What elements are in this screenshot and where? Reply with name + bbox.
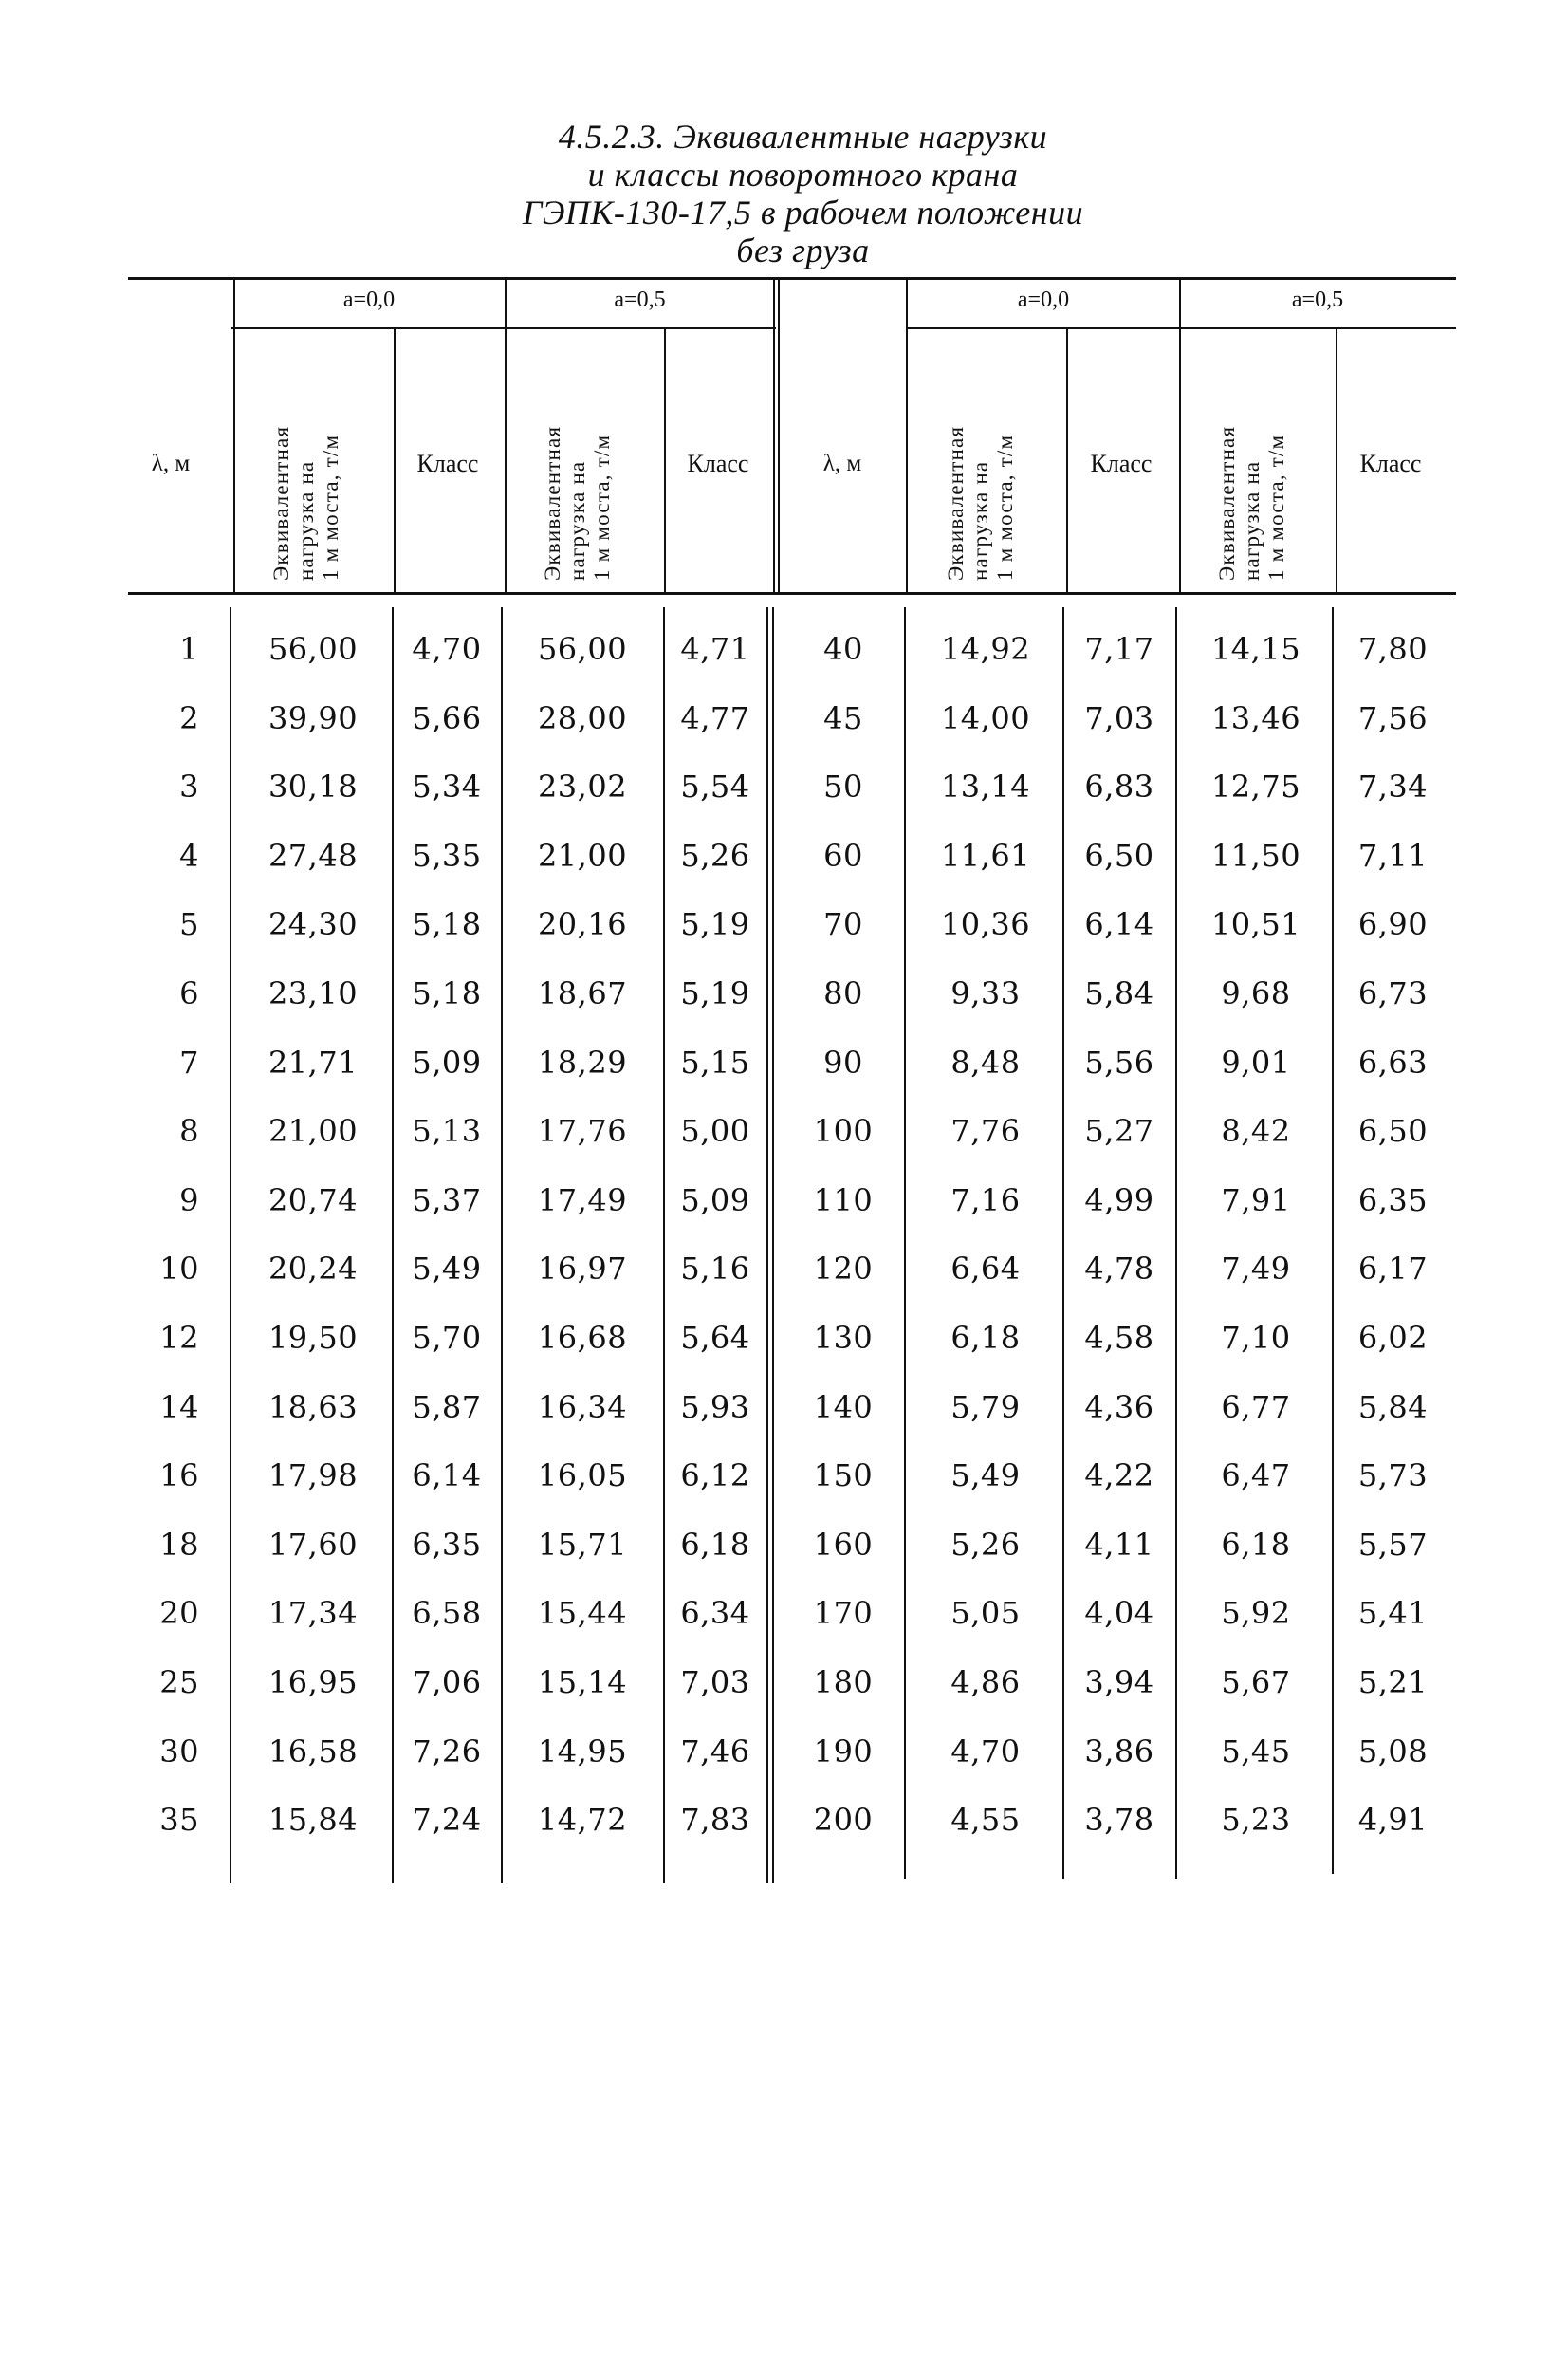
col-divider [906,279,908,592]
cell-load-a0-left: 17,34 [267,1595,359,1632]
cell-lambda-right: 70 [823,906,863,943]
cell-load-a0-left: 21,00 [267,1113,359,1150]
cell-class-a05-right: 6,17 [1357,1251,1429,1288]
table-row [0,1181,1568,1219]
cell-class-a0-right: 4,11 [1084,1526,1154,1563]
cell-load-a0-right: 14,00 [940,699,1031,736]
cell-load-a05-right: 13,46 [1210,699,1301,736]
cell-load-a0-right: 5,26 [950,1526,1021,1563]
header-load-line: Эквивалентная [944,425,968,581]
cell-load-a0-left: 17,60 [267,1526,359,1563]
cell-load-a05-right: 7,10 [1221,1320,1291,1356]
cell-load-a0-right: 5,79 [950,1388,1021,1425]
cell-lambda-left: 18 [159,1526,199,1563]
cell-class-a0-left: 5,70 [412,1320,482,1356]
cell-class-a05-left: 7,46 [680,1733,750,1770]
cell-class-a0-right: 4,04 [1084,1595,1154,1632]
cell-lambda-right: 150 [813,1457,874,1494]
cell-class-a05-left: 7,83 [680,1802,750,1839]
cell-load-a0-left: 30,18 [267,769,359,806]
header-load-line: нагрузка на [968,460,992,581]
cell-class-a05-right: 6,63 [1357,1044,1429,1081]
cell-class-a05-left: 6,12 [680,1457,750,1494]
header-load-line: 1 м моста, т/м [1264,434,1288,581]
header-a-label: a=0,5 [614,287,666,312]
cell-class-a0-right: 4,58 [1084,1320,1154,1356]
cell-class-a0-left: 4,70 [412,631,482,667]
header-load-line: 1 м моста, т/м [590,434,614,581]
cell-lambda-right: 170 [813,1595,874,1632]
cell-class-a0-left: 7,26 [412,1733,482,1770]
cell-lambda-left: 14 [159,1388,199,1425]
table-row [0,1112,1568,1150]
cell-lambda-right: 110 [813,1181,874,1218]
header-load-line: Эквивалентная [269,425,293,581]
table-row [0,1388,1568,1426]
cell-lambda-left: 3 [179,769,199,806]
header-bottom-rule [128,592,1456,595]
cell-class-a05-left: 4,77 [680,699,750,736]
table-row [0,1594,1568,1632]
cell-class-a0-left: 5,18 [412,906,482,943]
header-lambda-right: λ, м [822,451,862,476]
cell-load-a05-right: 9,01 [1221,1044,1291,1081]
cell-load-a05-left: 16,97 [537,1251,628,1288]
cell-class-a05-left: 7,03 [680,1664,750,1700]
cell-load-a05-right: 7,91 [1221,1181,1291,1218]
cell-class-a0-left: 7,24 [412,1802,482,1839]
col-divider [233,279,235,592]
cell-load-a0-left: 16,58 [267,1733,359,1770]
cell-lambda-left: 10 [159,1251,199,1288]
header-a05-right [1179,287,1456,313]
cell-load-a05-left: 28,00 [537,699,628,736]
cell-load-a0-left: 24,30 [267,906,359,943]
top-rule [128,277,1456,280]
cell-lambda-right: 200 [813,1802,874,1839]
cell-load-a0-right: 5,49 [950,1457,1021,1494]
cell-load-a05-left: 56,00 [537,631,628,667]
cell-load-a05-left: 18,29 [537,1044,628,1081]
cell-class-a0-left: 5,13 [412,1113,482,1150]
cell-load-a05-left: 21,00 [537,837,628,874]
cell-lambda-left: 2 [179,699,199,736]
cell-load-a0-left: 16,95 [267,1664,359,1700]
cell-load-a05-left: 15,44 [537,1595,628,1632]
header-load [1215,334,1462,581]
cell-lambda-left: 1 [179,631,199,667]
cell-load-a05-right: 5,45 [1221,1733,1291,1770]
table-row [0,1456,1568,1494]
cell-class-a0-right: 4,22 [1084,1457,1154,1494]
cell-class-a0-right: 7,17 [1084,631,1154,667]
header-a-label: a=0,0 [1017,287,1070,312]
cell-load-a0-left: 20,24 [267,1251,359,1288]
cell-lambda-right: 140 [813,1388,874,1425]
cell-load-a0-left: 19,50 [267,1320,359,1356]
cell-lambda-left: 12 [159,1320,199,1356]
cell-load-a05-right: 7,49 [1221,1251,1291,1288]
cell-class-a05-right: 5,57 [1357,1526,1429,1563]
cell-load-a0-right: 8,48 [950,1044,1021,1081]
cell-class-a05-left: 5,16 [680,1251,750,1288]
title-line: ГЭПК-130-17,5 в рабочем положении [522,194,1084,232]
cell-load-a0-right: 6,64 [950,1251,1021,1288]
cell-class-a0-right: 6,83 [1084,769,1154,806]
cell-class-a05-right: 7,11 [1357,837,1429,874]
header-load-line: 1 м моста, т/м [319,434,342,581]
cell-class-a0-right: 5,27 [1084,1113,1154,1150]
cell-lambda-right: 120 [813,1251,874,1288]
table-row [0,1801,1568,1839]
cell-load-a05-right: 11,50 [1210,837,1301,874]
cell-load-a05-left: 15,14 [537,1664,628,1700]
header-load-line: Эквивалентная [1215,425,1239,581]
cell-class-a05-left: 5,09 [680,1181,750,1218]
header-class: Класс [687,450,749,477]
cell-load-a05-left: 15,71 [537,1526,628,1563]
cell-class-a0-left: 7,06 [412,1664,482,1700]
header-a-label: a=0,0 [342,287,396,312]
cell-lambda-right: 160 [813,1526,874,1563]
cell-load-a05-right: 5,92 [1221,1595,1291,1632]
header-load-line: 1 м моста, т/м [993,434,1017,581]
cell-class-a0-left: 6,35 [412,1526,482,1563]
cell-class-a05-left: 5,26 [680,837,750,874]
cell-load-a05-left: 17,76 [537,1113,628,1150]
cell-lambda-right: 190 [813,1733,874,1770]
cell-load-a05-left: 20,16 [537,906,628,943]
table-row [0,1044,1568,1082]
cell-lambda-left: 8 [179,1113,199,1150]
cell-class-a05-left: 5,54 [680,769,750,806]
cell-class-a05-left: 6,34 [680,1595,750,1632]
cell-class-a05-right: 5,08 [1357,1733,1429,1770]
cell-load-a0-right: 14,92 [940,631,1031,667]
cell-load-a0-right: 9,33 [950,975,1021,1011]
table-row [0,1319,1568,1357]
table-row [0,630,1568,668]
cell-load-a05-left: 16,05 [537,1457,628,1494]
cell-class-a0-right: 5,84 [1084,975,1154,1011]
header-lambda-left: λ, м [151,451,191,476]
header-load-line: нагрузка на [294,460,318,581]
cell-load-a05-left: 16,34 [537,1388,628,1425]
cell-class-a05-left: 5,64 [680,1320,750,1356]
cell-lambda-right: 45 [823,699,863,736]
cell-class-a0-left: 5,37 [412,1181,482,1218]
table-row [0,699,1568,737]
cell-class-a0-right: 4,99 [1084,1181,1154,1218]
cell-load-a0-right: 4,70 [950,1733,1021,1770]
cell-lambda-right: 80 [823,975,863,1011]
cell-class-a0-right: 6,50 [1084,837,1154,874]
table-row [0,1526,1568,1564]
cell-class-a0-left: 5,18 [412,975,482,1011]
header-class: Класс [416,450,479,477]
cell-class-a0-left: 6,14 [412,1457,482,1494]
header-a00-left [233,287,505,313]
cell-load-a0-right: 13,14 [940,769,1031,806]
cell-class-a05-left: 5,19 [680,975,750,1011]
table-row [0,905,1568,943]
cell-class-a05-left: 5,19 [680,906,750,943]
cell-class-a05-right: 4,91 [1357,1802,1429,1839]
header-load [944,334,1190,581]
cell-lambda-right: 60 [823,837,863,874]
cell-lambda-right: 130 [813,1320,874,1356]
cell-class-a05-left: 5,15 [680,1044,750,1081]
cell-class-a05-right: 7,56 [1357,699,1429,736]
cell-lambda-right: 100 [813,1113,874,1150]
title-line: и классы поворотного крана [587,156,1019,194]
cell-load-a0-left: 21,71 [267,1044,359,1081]
cell-lambda-left: 16 [159,1457,199,1494]
table-row [0,837,1568,875]
subheader-rule-right [908,327,1456,329]
cell-load-a0-right: 5,05 [950,1595,1021,1632]
cell-load-a0-right: 6,18 [950,1320,1021,1356]
cell-load-a0-right: 11,61 [940,837,1031,874]
cell-load-a0-right: 10,36 [940,906,1031,943]
cell-load-a05-left: 14,72 [537,1802,628,1839]
cell-load-a05-right: 6,47 [1221,1457,1291,1494]
cell-class-a0-right: 4,36 [1084,1388,1154,1425]
cell-load-a0-left: 15,84 [267,1802,359,1839]
table-row [0,1250,1568,1288]
cell-lambda-left: 25 [159,1664,199,1700]
header-class: Класс [1090,450,1153,477]
cell-class-a0-right: 7,03 [1084,699,1154,736]
cell-class-a05-right: 6,73 [1357,975,1429,1011]
cell-class-a05-right: 5,21 [1357,1664,1429,1700]
title-line: без груза [736,232,870,269]
cell-lambda-right: 50 [823,769,863,806]
cell-class-a05-right: 6,35 [1357,1181,1429,1218]
cell-class-a0-left: 5,34 [412,769,482,806]
cell-class-a05-right: 6,90 [1357,906,1429,943]
cell-class-a05-left: 5,93 [680,1388,750,1425]
cell-class-a0-right: 6,14 [1084,906,1154,943]
cell-load-a0-left: 56,00 [267,631,359,667]
table-row [0,768,1568,806]
cell-load-a05-right: 5,67 [1221,1664,1291,1700]
header-load-line: нагрузка на [565,460,589,581]
cell-load-a05-right: 10,51 [1210,906,1301,943]
cell-load-a05-left: 18,67 [537,975,628,1011]
cell-load-a05-right: 12,75 [1210,769,1301,806]
cell-class-a0-left: 5,49 [412,1251,482,1288]
subheader-rule-left [231,327,776,329]
header-load-line: нагрузка на [1240,460,1264,581]
cell-lambda-right: 90 [823,1044,863,1081]
cell-lambda-left: 20 [159,1595,199,1632]
cell-load-a05-right: 9,68 [1221,975,1291,1011]
cell-load-a05-right: 14,15 [1210,631,1301,667]
cell-lambda-left: 35 [159,1802,199,1839]
cell-class-a0-right: 3,78 [1084,1802,1154,1839]
cell-load-a05-right: 6,77 [1221,1388,1291,1425]
cell-class-a0-right: 3,94 [1084,1664,1154,1700]
header-a05-left [505,287,775,313]
table-row [0,974,1568,1012]
cell-load-a05-left: 17,49 [537,1181,628,1218]
cell-class-a05-right: 6,02 [1357,1320,1429,1356]
header-a00-right [908,287,1179,313]
cell-lambda-right: 180 [813,1664,874,1700]
cell-load-a05-left: 23,02 [537,769,628,806]
cell-class-a05-right: 5,41 [1357,1595,1429,1632]
cell-class-a0-right: 3,86 [1084,1733,1154,1770]
cell-load-a05-left: 14,95 [537,1733,628,1770]
cell-lambda-left: 30 [159,1733,199,1770]
cell-class-a05-left: 5,00 [680,1113,750,1150]
cell-class-a0-right: 5,56 [1084,1044,1154,1081]
title-line: 4.5.2.3. Эквивалентные нагрузки [558,118,1048,156]
cell-load-a05-right: 6,18 [1221,1526,1291,1563]
table-row [0,1733,1568,1770]
header-class: Класс [1359,450,1422,477]
cell-load-a0-left: 20,74 [267,1181,359,1218]
header-load [541,334,787,581]
cell-load-a0-left: 17,98 [267,1457,359,1494]
cell-load-a0-right: 7,76 [950,1113,1021,1150]
cell-class-a05-right: 6,50 [1357,1113,1429,1150]
cell-load-a0-left: 27,48 [267,837,359,874]
cell-lambda-right: 40 [823,631,863,667]
table-title [0,118,1568,269]
cell-load-a0-right: 4,55 [950,1802,1021,1839]
cell-class-a0-left: 5,09 [412,1044,482,1081]
cell-class-a0-left: 5,87 [412,1388,482,1425]
cell-lambda-left: 6 [179,975,199,1011]
cell-load-a0-left: 23,10 [267,975,359,1011]
cell-class-a0-left: 6,58 [412,1595,482,1632]
header-load [269,334,516,581]
cell-lambda-left: 9 [179,1181,199,1218]
header-load-line: Эквивалентная [541,425,564,581]
cell-class-a0-right: 4,78 [1084,1251,1154,1288]
cell-class-a05-left: 6,18 [680,1526,750,1563]
cell-load-a0-left: 39,90 [267,699,359,736]
cell-load-a05-right: 5,23 [1221,1802,1291,1839]
cell-load-a0-right: 4,86 [950,1664,1021,1700]
cell-class-a05-left: 4,71 [680,631,750,667]
cell-load-a05-left: 16,68 [537,1320,628,1356]
header-a-label: a=0,5 [1291,287,1344,312]
cell-load-a0-left: 18,63 [267,1388,359,1425]
cell-lambda-left: 5 [179,906,199,943]
cell-class-a05-right: 5,73 [1357,1457,1429,1494]
cell-lambda-left: 7 [179,1044,199,1081]
cell-lambda-left: 4 [179,837,199,874]
cell-load-a0-right: 7,16 [950,1181,1021,1218]
cell-class-a05-right: 7,80 [1357,631,1429,667]
cell-load-a05-right: 8,42 [1221,1113,1291,1150]
cell-class-a0-left: 5,35 [412,837,482,874]
cell-class-a05-right: 7,34 [1357,769,1429,806]
cell-class-a05-right: 5,84 [1357,1388,1429,1425]
table-row [0,1663,1568,1701]
cell-class-a0-left: 5,66 [412,699,482,736]
